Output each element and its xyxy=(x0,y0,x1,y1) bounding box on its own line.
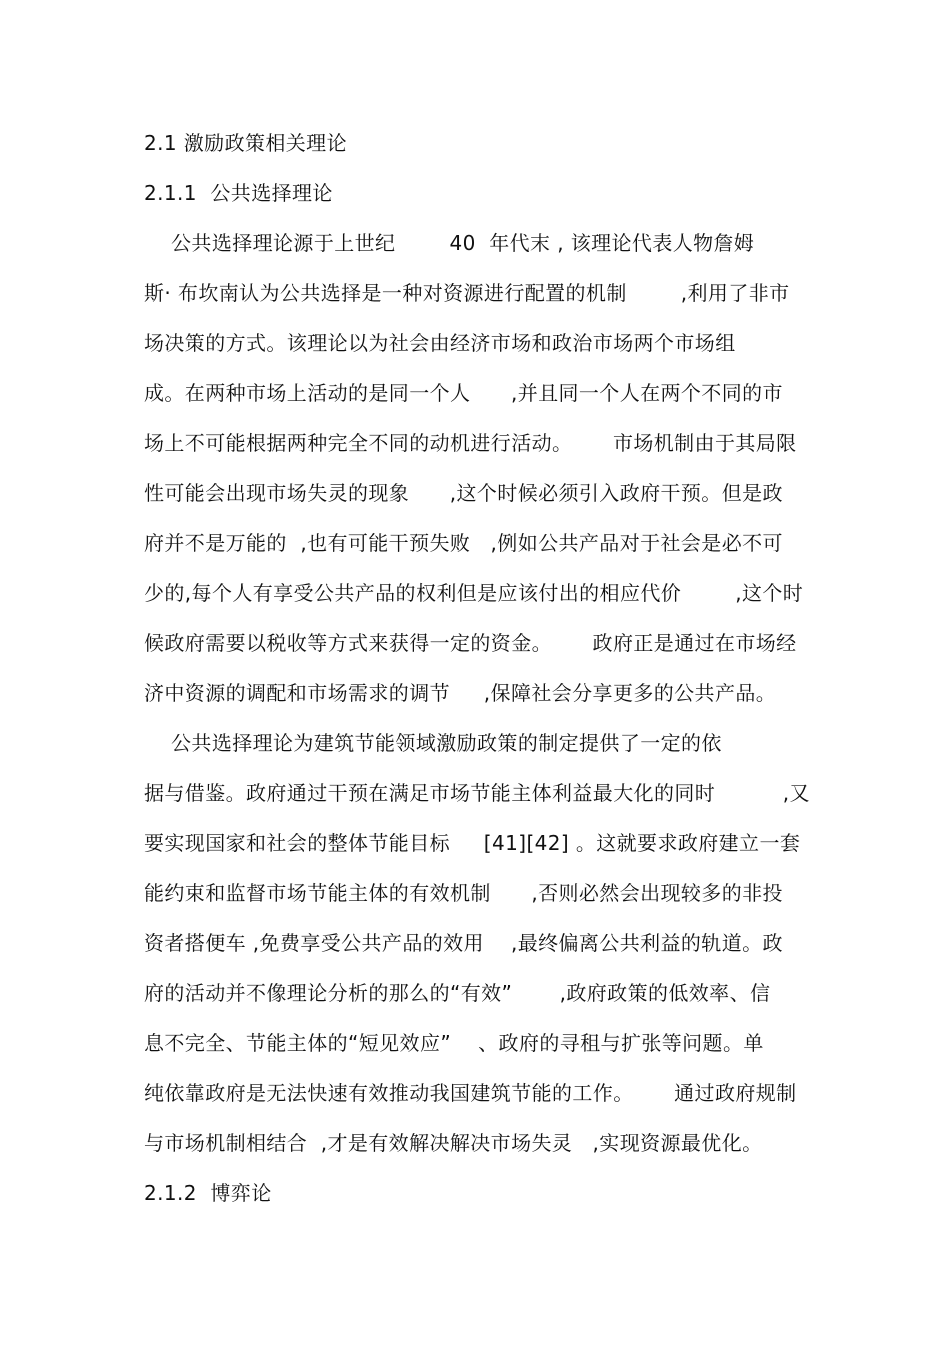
paragraph-line: 公共选择理论源于上世纪 40 年代末 , 该理论代表人物詹姆 xyxy=(144,231,755,255)
paragraph-line: 息不完全、节能主体的“短见效应” 、政府的寻租与扩张等问题。单 xyxy=(144,1031,764,1055)
paragraph-line: 资者搭便车 ,免费享受公共产品的效用 ,最终偏离公共利益的轨道。政 xyxy=(144,931,783,955)
paragraph-line: 纯依靠政府是无法快速有效推动我国建筑节能的工作。 通过政府规制 xyxy=(144,1081,797,1105)
paragraph-line: 性可能会出现市场失灵的现象 ,这个时候必须引入政府干预。但是政 xyxy=(144,481,783,505)
paragraph-line: 府的活动并不像理论分析的那么的“有效” ,政府政策的低效率、信 xyxy=(144,981,771,1005)
paragraph-line: 要实现国家和社会的整体节能目标 [41][42] 。这就要求政府建立一套 xyxy=(144,831,801,855)
paragraph-line: 济中资源的调配和市场需求的调节 ,保障社会分享更多的公共产品。 xyxy=(144,681,777,705)
paragraph-line: 府并不是万能的 ,也有可能干预失败 ,例如公共产品对于社会是必不可 xyxy=(144,531,783,555)
paragraph-line: 成。在两种市场上活动的是同一个人 ,并且同一个人在两个不同的市 xyxy=(144,381,783,405)
paragraph-line: 候政府需要以税收等方式来获得一定的资金。 政府正是通过在市场经 xyxy=(144,631,797,655)
paragraph-line: 少的,每个人有享受公共产品的权利但是应该付出的相应代价 ,这个时 xyxy=(144,581,804,605)
paragraph-line: 斯· 布坎南认为公共选择是一种对资源进行配置的机制 ,利用了非市 xyxy=(144,281,790,305)
paragraph-line: 据与借鉴。政府通过干预在满足市场节能主体利益最大化的同时 ,又 xyxy=(144,781,810,805)
section-heading: 2.1 激励政策相关理论 xyxy=(144,131,347,155)
paragraph-line: 公共选择理论为建筑节能领域激励政策的制定提供了一定的依 xyxy=(144,731,722,755)
subsection-heading-game-theory: 2.1.2 博弈论 xyxy=(144,1181,272,1205)
paragraph-line: 场上不可能根据两种完全不同的动机进行活动。 市场机制由于其局限 xyxy=(144,431,797,455)
paragraph-line: 能约束和监督市场节能主体的有效机制 ,否则必然会出现较多的非投 xyxy=(144,881,783,905)
subsection-heading-public-choice: 2.1.1 公共选择理论 xyxy=(144,181,333,205)
paragraph-line: 场决策的方式。该理论以为社会由经济市场和政治市场两个市场组 xyxy=(144,331,736,355)
paragraph-line: 与市场机制相结合 ,才是有效解决解决市场失灵 ,实现资源最优化。 xyxy=(144,1131,763,1155)
